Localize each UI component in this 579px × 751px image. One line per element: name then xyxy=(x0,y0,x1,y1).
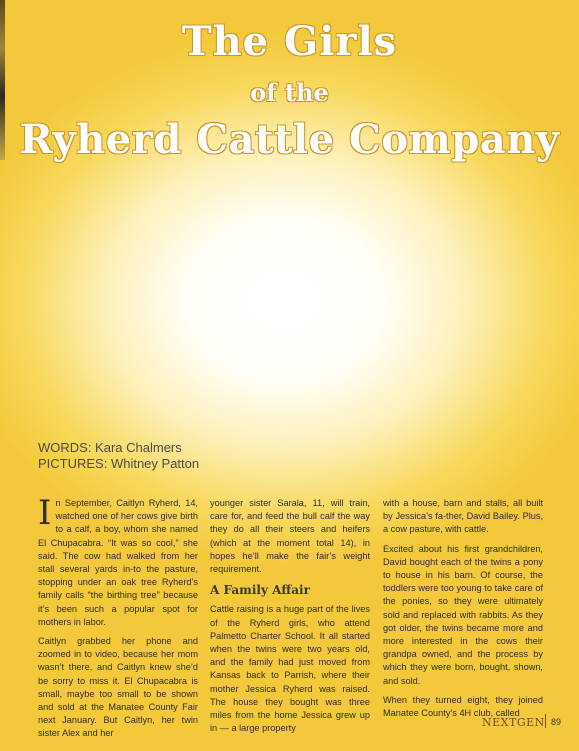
page-number: 89 xyxy=(551,717,562,727)
paragraph-text: n September, Caitlyn Ryherd, 14, watched one of her cows give birth to a calf, a boy, whom she named El Chupacabra. “It was so cool,” she said. The cow had walked from her stall several yards in-to the pasture, stopping under an oak tree Ryherd’s family calls “the birthing tree” because it’s been such a popular spot for mothers in labor. xyxy=(38,498,198,627)
article-paragraph: Cattle raising is a huge part of the lives of the Ryherd girls, who attend Palmetto Charter School. It all started when the twins were two years old, and the family had just moved from Kansas back to Parrish, where their mother Jessica Ryherd was raised. The house they bought was three miles from the home Jessica grew up in — a large property xyxy=(210,604,370,734)
credits-pictures: PICTURES: Whitney Patton xyxy=(38,456,200,471)
credits-words: WORDS: Kara Chalmers xyxy=(38,440,182,455)
article-paragraph: Caitlyn grabbed her phone and zoomed in to video, because her mom wasn’t there, and Caitlyn knew she’d be sorry to miss it. El Chupacabra is small, maybe too small to be shown and sold at the Manatee County Fair next January. But Caitlyn, her twin sister Alex and her xyxy=(38,636,198,739)
article-column-2 xyxy=(210,497,370,741)
credits xyxy=(38,440,199,472)
title-line-2: of the xyxy=(250,78,329,107)
article-column-3 xyxy=(383,497,543,726)
article-paragraph: with a house, barn and stalls, all built by Jessica’s fa-ther, David Bailey. Plus, a cow pasture, with cattle. xyxy=(383,498,543,535)
article-paragraph: When they turned eight, they joined Manatee County’s 4H club, called xyxy=(383,694,543,719)
magazine-brand: NEXTGEN xyxy=(482,716,545,729)
article-paragraph xyxy=(38,493,198,629)
footer-divider xyxy=(545,714,546,728)
article-paragraph: younger sister Sarala, 11, will train, care for, and feed the bull calf the way they do all their steers and heifers (which at the moment total 14), in hopes he’ll make the fair’s weight requirement. xyxy=(210,498,370,575)
section-subheading: A Family Affair xyxy=(210,583,310,598)
article-column-1 xyxy=(38,493,198,747)
drop-cap: I xyxy=(38,493,52,533)
title-line-1: The Girls xyxy=(181,18,398,65)
title-line-3: Ryherd Cattle Company xyxy=(19,116,560,163)
article-paragraph: Excited about his first grandchildren, David bought each of the twins a pony to house in his barn. Of course, the toddlers were too young to take care of the ponies, so they were ultimately sold and replaced with rabbits. As they got older, the twins became more and more interested in the cows their grandpa owned, and the process by which they were born, bought, shown, and sold. xyxy=(383,543,543,686)
